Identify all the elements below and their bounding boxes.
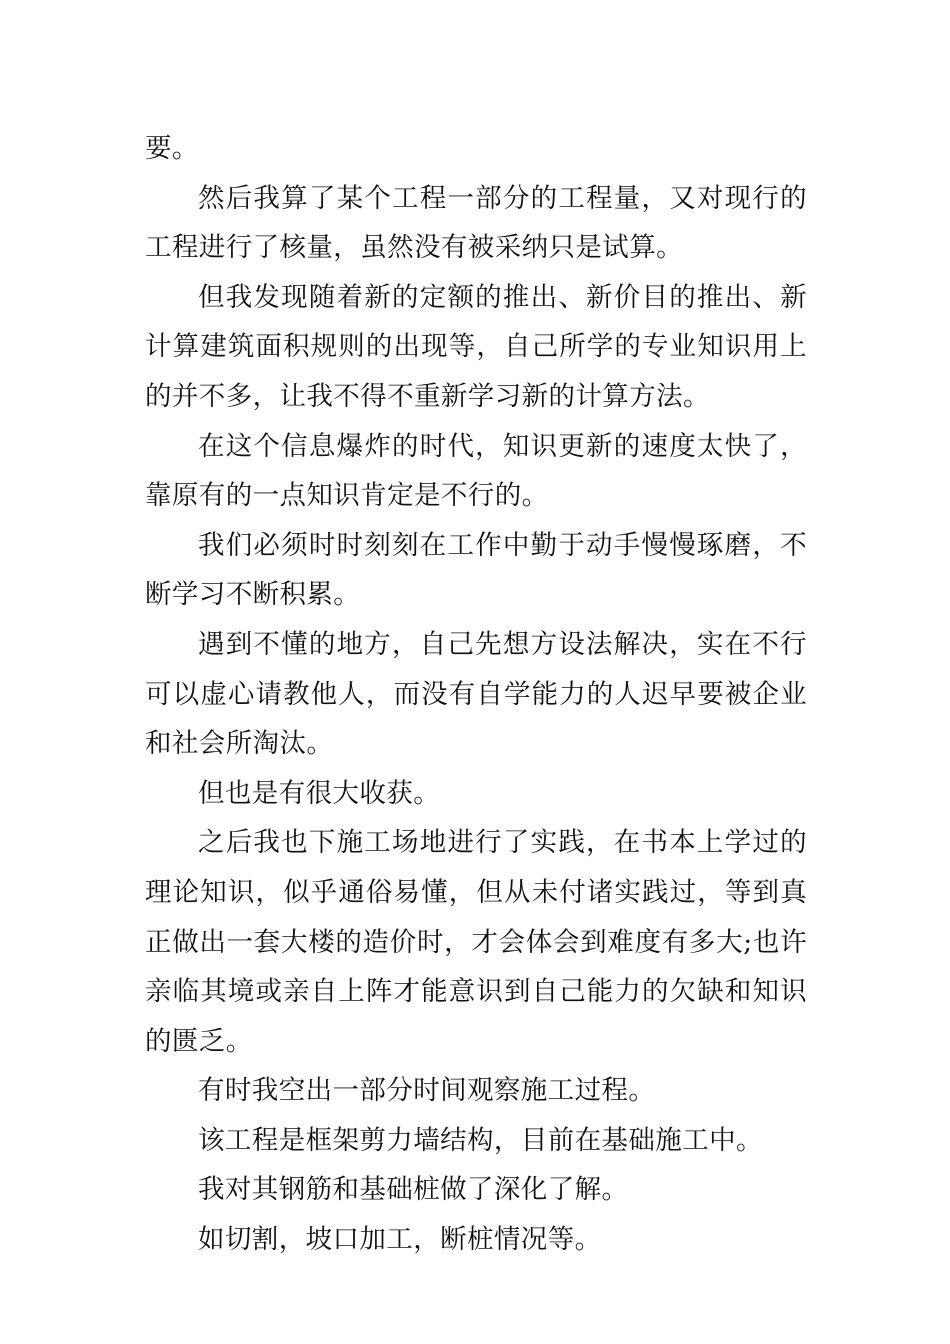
paragraph: 有时我空出一部分时间观察施工过程。	[198, 1075, 656, 1107]
paragraph: 之后我也下施工场地进行了实践，在书本上学过的理论知识，似乎通俗易懂，但从未付诸实践过，等到真正做出一套大楼的造价时，才会体会到难度有多大;也许亲临其境或亲自上阵才能意识到自己能力的欠缺和知识的匮乏。	[145, 827, 807, 1057]
paragraph-continuation: 要。	[145, 133, 199, 164]
paragraph: 我对其钢筋和基础桩做了深化了解。	[198, 1174, 629, 1206]
paragraph: 但我发现随着新的定额的推出、新价目的推出、新计算建筑面积规则的出现等，自己所学的专业知识用上的并不多，让我不得不重新学习新的计算方法。	[145, 281, 807, 412]
paragraph: 但也是有很大收获。	[198, 777, 441, 809]
paragraph: 如切割，坡口加工，断桩情况等。	[198, 1224, 602, 1256]
paragraph: 遇到不懂的地方，自己先想方设法解决，实在不行可以虚心请教他人，而没有自学能力的人迟早要被企业和社会所淘汰。	[145, 628, 807, 760]
paragraph: 在这个信息爆炸的时代，知识更新的速度太快了，靠原有的一点知识肯定是不行的。	[145, 430, 807, 512]
paragraph: 我们必须时时刻刻在工作中勤于动手慢慢琢磨，不断学习不断积累。	[145, 529, 807, 611]
document-body	[145, 124, 807, 1265]
paragraph: 该工程是框架剪力墙结构，目前在基础施工中。	[198, 1124, 763, 1156]
paragraph: 然后我算了某个工程一部分的工程量，又对现行的工程进行了核量，虽然没有被采纳只是试算。	[145, 182, 807, 264]
